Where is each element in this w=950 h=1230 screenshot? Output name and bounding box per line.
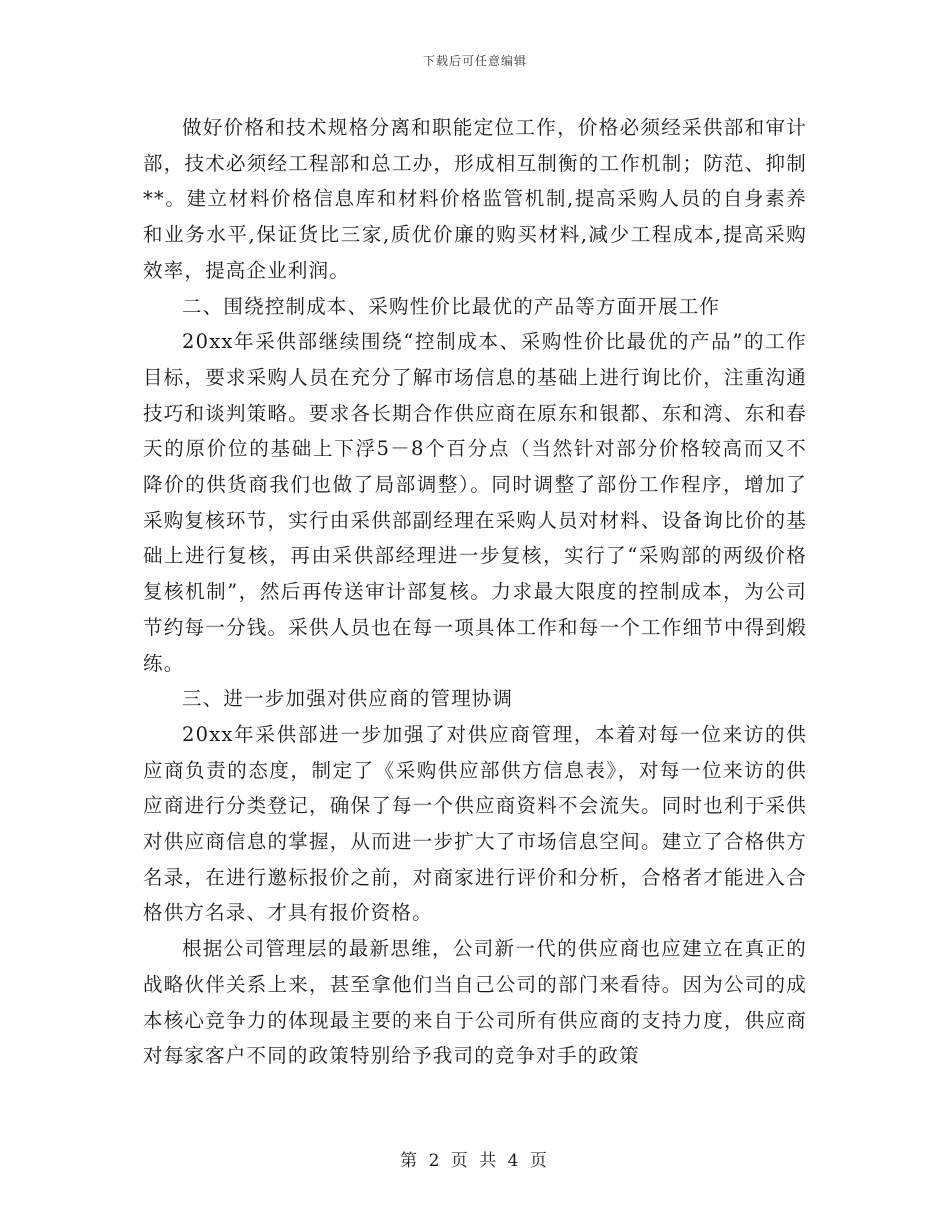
page-header: 下载后可任意编辑: [422, 54, 527, 68]
paragraph-cost-control: 20xx年采供部继续围绕“控制成本、采购性价比最优的产品”的工作目标，要求采购人员在充分了解市场信息的基础上进行询比价，注重沟通技巧和谈判策略。要求各长期合作供应商在原东和银都、东和湾、东和春天的原价位的基础上下浮5－8个百分点（当然针对部分价格较高而又不降价的供货商我们也做了局部调整）。同时调整了部份工作程序，增加了采购复核环节，实行由采供部副经理在采购人员对材料、设备询比价的基础上进行复核，再由采供部经理进一步复核，实行了“采购部的两级价格复核机制”，然后再传送审计部复核。力求最大限度的控制成本，为公司节约每一分钱。采供人员也在每一项具体工作和每一个工作细节中得到煅练。: [143, 330, 807, 675]
paragraph-strategic-partnership: 根据公司管理层的最新思维，公司新一代的供应商也应建立在真正的战略伙伴关系上来，甚至拿他们当自己公司的部门来看待。因为公司的成本核心竞争力的体现最主要的来自于公司所有供应商的支持力度，供应商对每家客户不同的政策特别给予我司的竞争对手的政策: [143, 937, 807, 1068]
paragraph-supplier-management: 20xx年采供部进一步加强了对供应商管理，本着对每一位来访的供应商负责的态度，制定了《采购供应部供方信息表》，对每一位来访的供应商进行分类登记，确保了每一个供应商资料不会流失。同时也利于采供对供应商信息的掌握，从而进一步扩大了市场信息空间。建立了合格供方名录，在进行邀标报价之前，对商家进行评价和分析，合格者才能进入合格供方名录、才具有报价资格。: [143, 722, 807, 925]
section-heading-supplier-management: 三、进一步加强对供应商的管理协调: [182, 687, 514, 711]
document-body: [143, 110, 807, 1074]
paragraph-price-separation: 做好价格和技术规格分离和职能定位工作，价格必须经采供部和审计部，技术必须经工程部和总工办，形成相互制衡的工作机制；防范、抑制**。建立材料价格信息库和材料价格监管机制,提高采购人员的自身素养和业务水平,保证货比三家,质优价廉的购买材料,减少工程成本,提高采购效率，提高企业利润。: [143, 116, 807, 282]
section-heading-cost-control: 二、围绕控制成本、采购性价比最优的产品等方面开展工作: [182, 294, 721, 318]
page-number: 第 2 页 共 4 页: [400, 1151, 550, 1171]
